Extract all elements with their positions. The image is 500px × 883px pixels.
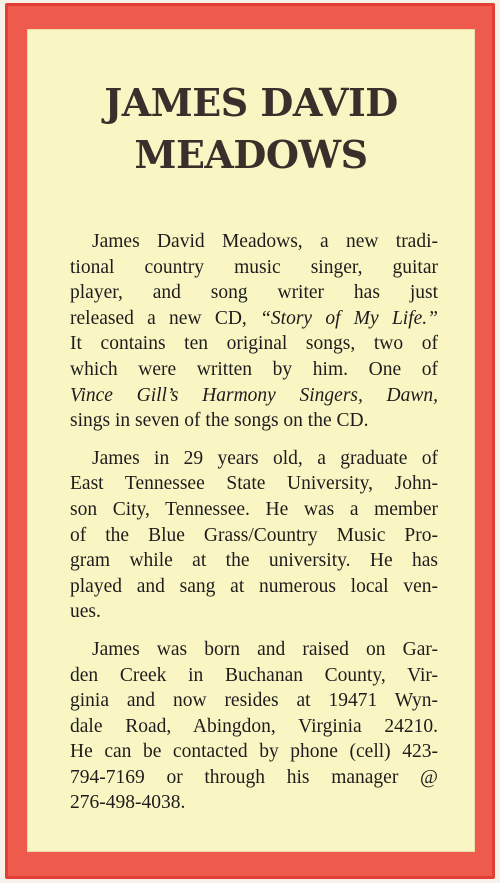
text-line: ues. [70,601,101,623]
cd-title: “Story of My Life.” [260,307,438,329]
text-line: den Creek in Buchanan County, Vir- [70,664,438,686]
bio-paragraph-2 [70,446,438,625]
text-line: East Tennessee State University, John- [70,473,438,495]
bio-paragraph-3 [70,637,438,816]
text-line: ginia and now resides at 19471 Wyn- [70,690,438,712]
text-line: gram while at the university. He has [70,550,438,572]
title-line-2: MEADOWS [134,132,368,177]
text-line: dale Road, Abingdon, Virginia 24210. [70,715,438,737]
bio-text [70,229,438,828]
text-line: It contains ten original songs, two of [70,333,438,355]
text-line: of the Blue Grass/Country Music Pro- [70,524,438,546]
text-line [70,306,438,332]
text-line: James in 29 years old, a graduate of [92,447,438,469]
bio-panel [27,29,475,852]
text-line: 276-498-4038. [70,792,186,814]
title-line-1: JAMES DAVID [104,80,398,125]
harmony-singers-text: Vince Gill’s Harmony Singers, Dawn, [70,384,438,406]
text-line: 794-7169 or through his manager @ [70,766,438,788]
page-title [27,77,475,181]
text-line: player, and song writer has just [70,282,438,304]
text-line: He can be contacted by phone (cell) 423- [70,741,438,763]
text-line: played and sang at numerous local ven- [70,575,438,597]
text-segment: released a new CD, [70,307,261,329]
text-line: tional country music singer, guitar [70,256,438,278]
text-line: son City, Tennessee. He was a member [70,498,438,520]
text-line [70,383,438,409]
bio-card [5,3,495,879]
text-line: James was born and raised on Gar- [92,638,438,660]
bio-paragraph-1 [70,229,438,434]
text-line: which were written by him. One of [70,358,438,380]
text-line: sings in seven of the songs on the CD. [70,410,369,432]
text-line: James David Meadows, a new tradi- [92,231,438,252]
